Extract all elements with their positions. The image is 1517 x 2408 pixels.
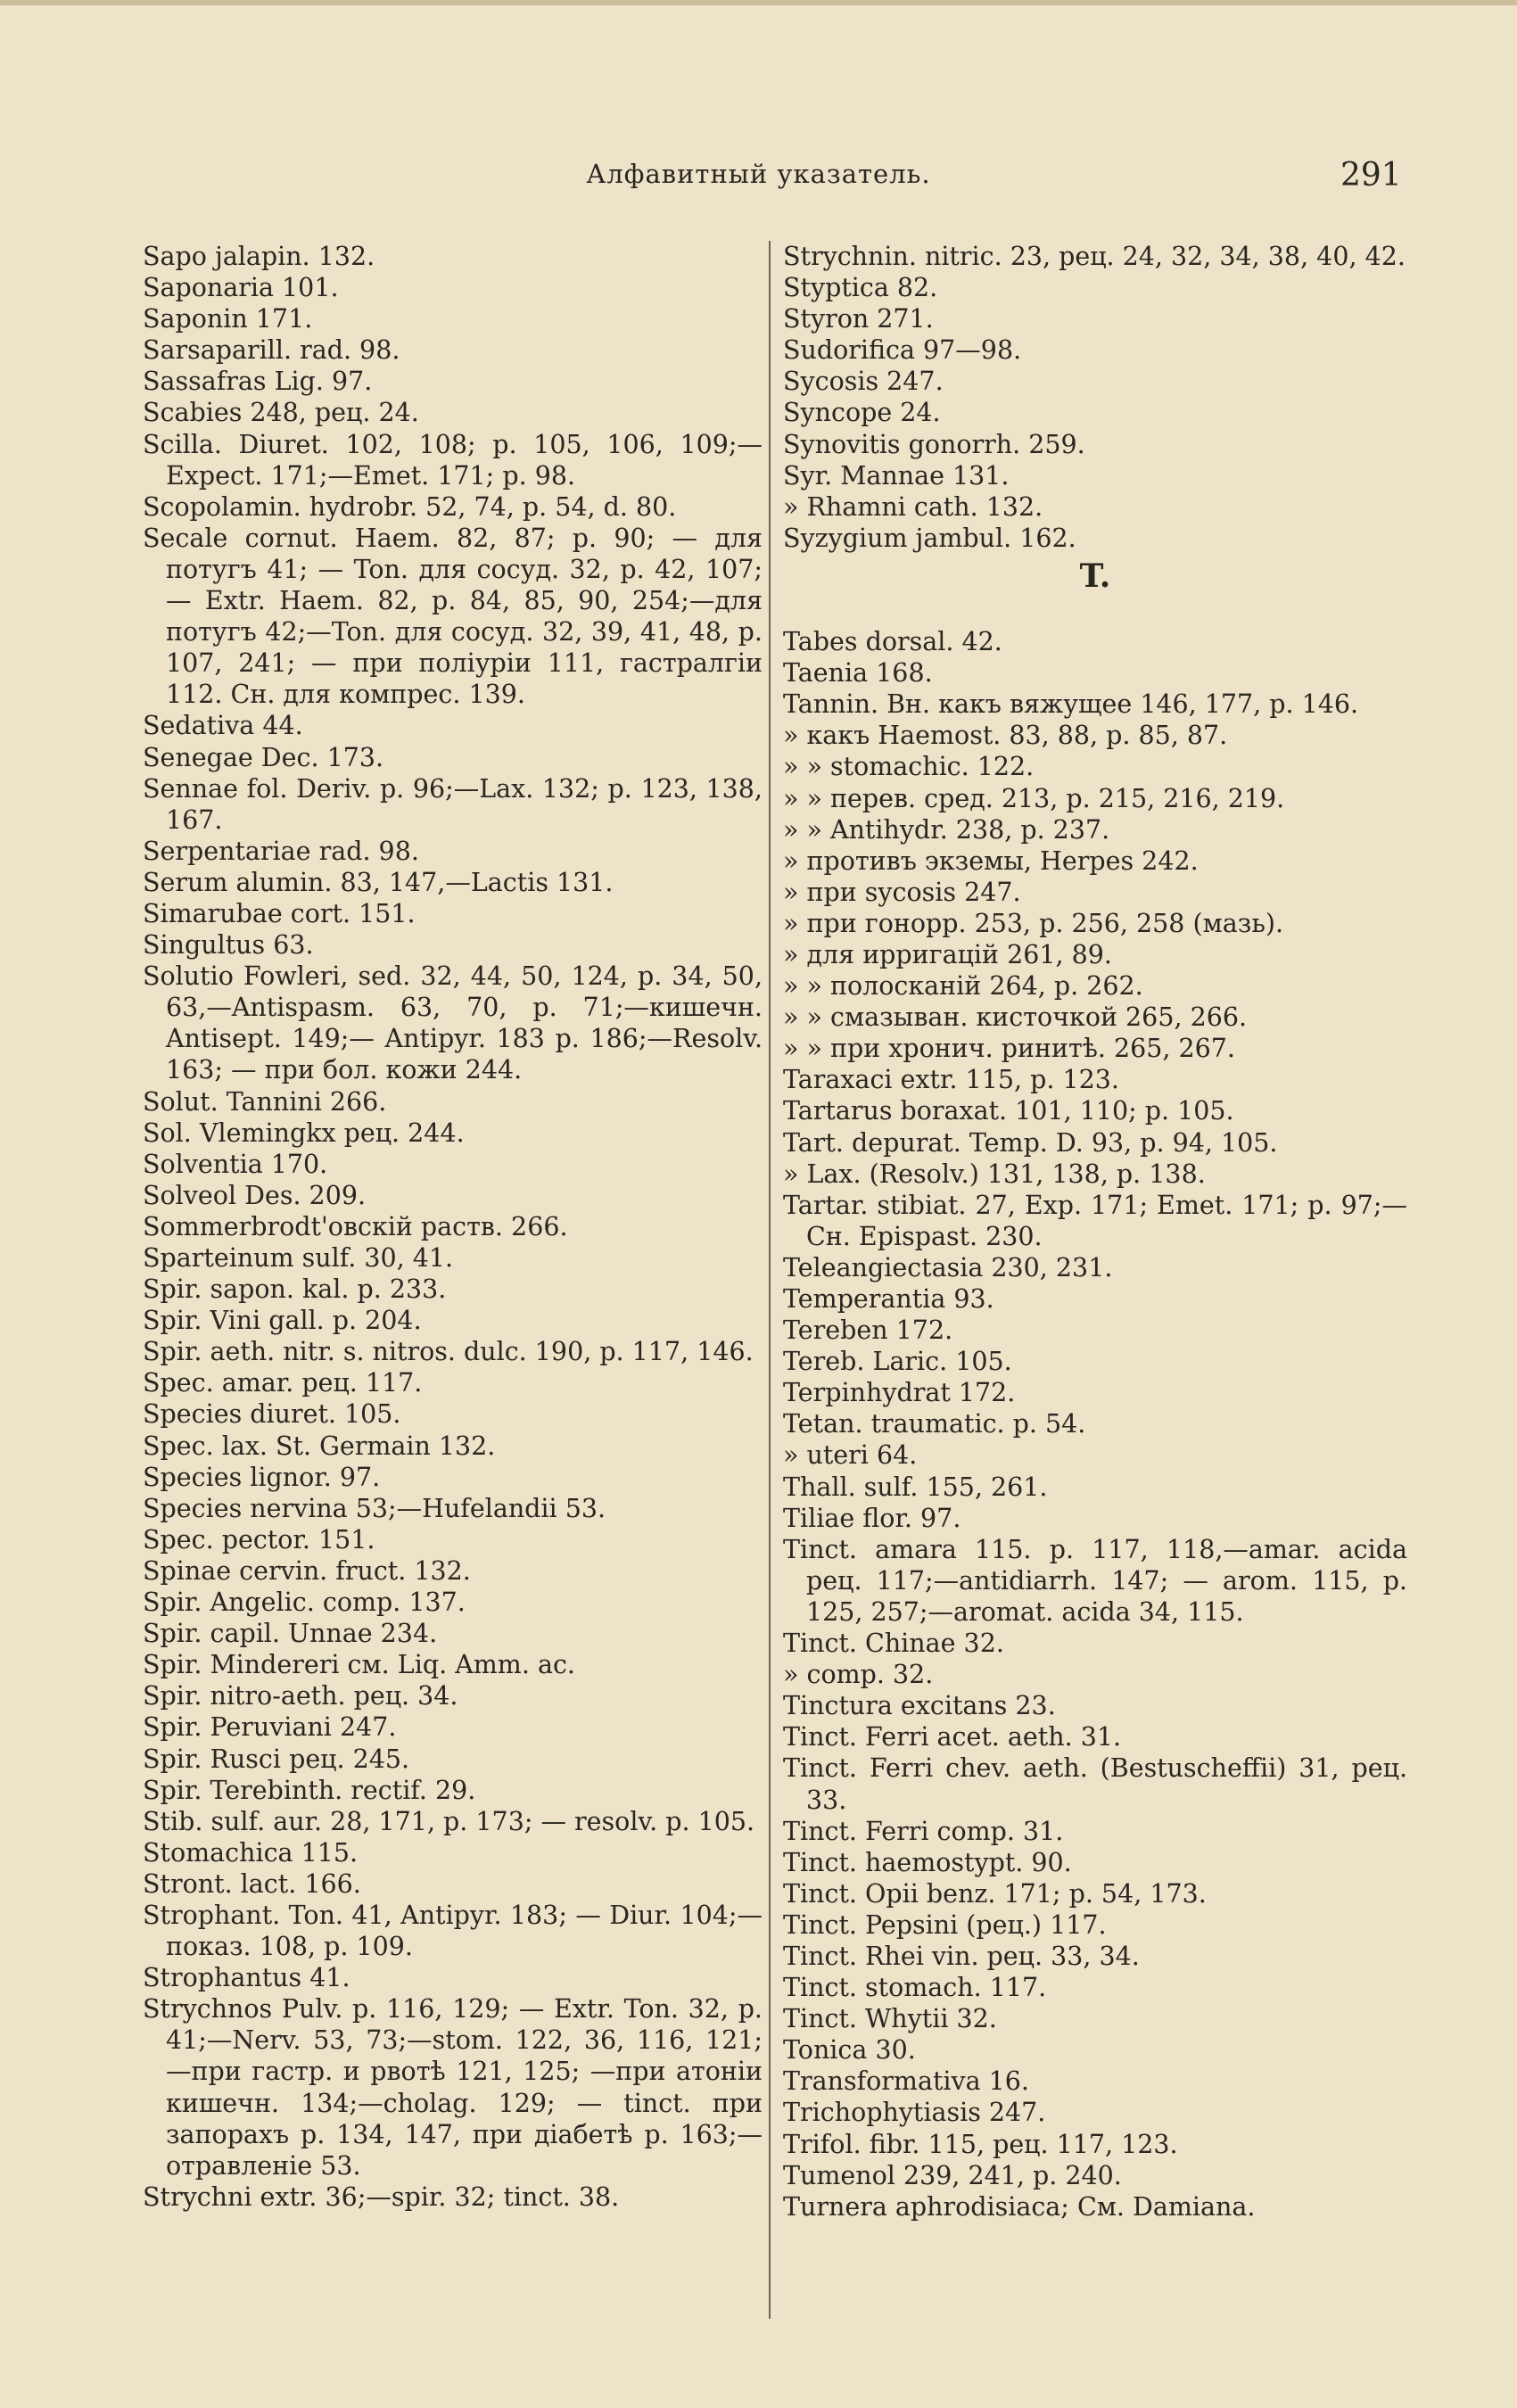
index-entry: Stomachica 115. (143, 1837, 359, 1868)
index-entry: Sudorifica 97—98. (783, 335, 1022, 366)
index-entry: Spir. sapon. kal. p. 233. (143, 1274, 447, 1305)
index-entry: Tinct. Opii benz. 171; p. 54, 173. (783, 1878, 1207, 1909)
index-entry: » Lax. (Resolv.) 131, 138, p. 138. (783, 1159, 1206, 1189)
index-entry: Tumenol 239, 241, p. 240. (783, 2160, 1122, 2190)
index-entry: Syncope 24. (783, 398, 941, 428)
index-entry: Scilla. Diuret. 102, 108; p. 105, 106, 109;—Expect. 171;—Emet. 171; p. 98. (143, 429, 763, 491)
index-entry: Trifol. fibr. 115, рец. 117, 123. (783, 2129, 1178, 2159)
index-entry: Transformativa 16. (783, 2066, 1029, 2097)
index-entry: » для ирригацій 261, 89. (783, 939, 1112, 969)
index-entry: Synovitis gonorrh. 259. (783, 429, 1085, 459)
index-entry: Saponin 171. (143, 304, 313, 334)
index-entry: Tiliae flor. 97. (783, 1503, 961, 1533)
index-entry: Turnera aphrodisiaca; См. Damiana. (783, 2191, 1256, 2222)
index-entry: Spec. lax. St. Germain 132. (143, 1431, 496, 1461)
index-entry: Strychnos Pulv. p. 116, 129; — Extr. Ton. 32, p. 41;—Nerv. 53, 73;—stom. 122, 36, 116, 121;—при гастр. и рвотѣ 121, 125; —при атоніи кишечн. 134;—cholag. 129; — tinct. при запорахъ p. 134, 147, при діабетѣ p. 163;—отравленіе 53. (143, 1994, 763, 2181)
index-entry: Sennae fol. Deriv. p. 96;—Lax. 132; p. 123, 138, 167. (143, 773, 763, 835)
index-entry: Spir. Mindereri см. Liq. Amm. ac. (143, 1650, 575, 1680)
index-entry: Strophantus 41. (143, 1963, 350, 1993)
index-entry: Tonica 30. (783, 2035, 916, 2066)
column-divider (769, 241, 771, 2319)
index-entry: Tinct. Rhei vin. рец. 33, 34. (783, 1941, 1140, 1971)
index-entry: Sommerbrodt'овскій раств. 266. (143, 1211, 568, 1241)
index-entry: Tartar. stibiat. 27, Exp. 171; Emet. 171; p. 97;—Сн. Epispast. 230. (783, 1190, 1407, 1251)
index-entry: Teleangiectasia 230, 231. (783, 1252, 1113, 1282)
index-entry: Strychnin. nitric. 23, рец. 24, 32, 34, 38, 40, 42. (783, 242, 1406, 271)
index-entry: Sassafras Lig. 97. (143, 367, 373, 397)
index-entry: Tannin. Вн. какъ вяжущее 146, 177, p. 146. (783, 689, 1359, 720)
index-entry: Syr. Mannae 131. (783, 460, 1010, 491)
top-rule (0, 0, 1517, 5)
index-entry: Tinct. Chinae 32. (783, 1629, 1004, 1659)
index-entry: Solventia 170. (143, 1149, 328, 1179)
index-entry: Scabies 248, рец. 24. (143, 398, 419, 428)
index-entry: Solutio Fowleri, sed. 32, 44, 50, 124, p. 34, 50, 63,—Antispasm. 63, 70, p. 71;—кишечн. Antisept. 149;— Antipyr. 183 p. 186;—Resolv. 163; — при бол. кожи 244. (143, 961, 763, 1085)
index-entry: Thall. sulf. 155, 261. (783, 1472, 1048, 1502)
index-entry: Syzygium jambul. 162. (783, 523, 1076, 553)
index-entry: » противъ экземы, Herpes 242. (783, 845, 1199, 876)
index-entry: Sarsaparill. rad. 98. (143, 335, 400, 366)
index-entry: Tinct. Pepsini (рец.) 117. (783, 1909, 1107, 1940)
index-entry: Stib. sulf. aur. 28, 171, p. 173; — resolv. p. 105. (143, 1806, 755, 1836)
index-entry: » uteri 64. (783, 1440, 918, 1471)
index-entry: Spir. nitro-aeth. рец. 34. (143, 1681, 458, 1711)
index-entry: » » при хронич. ринитѣ. 265, 267. (783, 1034, 1235, 1064)
index-entry: Tetan. traumatic. p. 54. (783, 1409, 1086, 1439)
index-entry: Spir. Peruviani 247. (143, 1712, 397, 1743)
index-entry: Tinct. Whytii 32. (783, 2004, 997, 2034)
index-entry: Sedativa 44. (143, 711, 303, 741)
index-entry: Tinctura excitans 23. (783, 1691, 1056, 1721)
index-entry: Tinct. amara 115. p. 117, 118,—amar. acida рец. 117;—antidiarrh. 147; — arom. 115, p. 125, 257;—aromat. acida 34, 115. (783, 1534, 1407, 1627)
index-entry: Spir. capil. Unnae 234. (143, 1619, 438, 1649)
index-entry: Spir. Rusci рец. 245. (143, 1744, 410, 1774)
index-entry: Sparteinum sulf. 30, 41. (143, 1243, 454, 1273)
index-entry: Serpentariae rad. 98. (143, 836, 419, 866)
index-entry: Tinct. Ferri comp. 31. (783, 1816, 1064, 1846)
index-entry: Spec. amar. рец. 117. (143, 1368, 423, 1398)
index-entry: » » Antihydr. 238, p. 237. (783, 814, 1110, 845)
index-entry: Taraxaci extr. 115, p. 123. (783, 1065, 1119, 1095)
index-entry: Sapo jalapin. 132. (143, 242, 375, 271)
running-header: Алфавитный указатель. (586, 159, 931, 189)
index-entry: Saponaria 101. (143, 273, 339, 303)
index-entry: Serum alumin. 83, 147,—Lactis 131. (143, 867, 614, 897)
index-entry: Spir. Vini gall. p. 204. (143, 1306, 422, 1336)
index-entry: Strophant. Ton. 41, Antipyr. 183; — Diur. 104;—показ. 108, p. 109. (143, 1900, 763, 1962)
index-entry: Secale cornut. Haem. 82, 87; p. 90; — для потугъ 41; — Ton. для сосуд. 32, p. 42, 107; — Extr. Haem. 82, p. 84, 85, 90, 254;—для потугъ 42;—Ton. для сосуд. 32, 39, 41, 48, p. 107, 241; — при поліуріи 111, гастралгіи 112. Сн. для компрес. 139. (143, 523, 763, 710)
index-entry: Tereben 172. (783, 1315, 953, 1346)
index-entry: Species lignor. 97. (143, 1462, 381, 1492)
index-entry: Spec. pector. 151. (143, 1524, 375, 1554)
index-entry: » » полосканій 264, p. 262. (783, 971, 1143, 1002)
index-entry: Strychni extr. 36;—spir. 32; tinct. 38. (143, 2181, 620, 2212)
index-entry: Terpinhydrat 172. (783, 1378, 1016, 1408)
index-entry: Trichophytiasis 247. (783, 2098, 1046, 2128)
index-entry: Spir. aeth. nitr. s. nitros. dulc. 190, p. 117, 146. (143, 1337, 754, 1367)
index-entry: Spir. Angelic. comp. 137. (143, 1587, 466, 1618)
index-entry: Senegae Dec. 173. (143, 742, 384, 772)
page-number: 291 (1340, 157, 1402, 194)
index-entry: Temperantia 93. (783, 1284, 994, 1314)
index-entry: » Rhamni cath. 132. (783, 491, 1043, 522)
index-entry: Tabes dorsal. 42. (783, 627, 1002, 657)
index-entry: Species nervina 53;—Hufelandii 53. (143, 1493, 606, 1523)
index-entry: Species diuret. 105. (143, 1399, 401, 1430)
section-letter: T. (1079, 557, 1111, 595)
index-entry: Styptica 82. (783, 273, 938, 303)
index-entry: » при гонорр. 253, p. 256, 258 (мазь). (783, 908, 1284, 938)
index-entry: Tinct. stomach. 117. (783, 1973, 1047, 2003)
index-entry: » » перев. сред. 213, p. 215, 216, 219. (783, 783, 1285, 813)
left-column (143, 241, 763, 2213)
index-entry: Styron 271. (783, 304, 934, 334)
index-entry: Spir. Terebinth. rectif. 29. (143, 1775, 476, 1805)
right-column-bottom (783, 626, 1407, 2222)
right-column (783, 241, 1407, 2222)
index-entry: Taenia 168. (783, 658, 933, 689)
index-entry: Tereb. Laric. 105. (783, 1347, 1012, 1377)
index-entry: » » смазыван. кисточкой 265, 266. (783, 1002, 1248, 1033)
index-entry: » comp. 32. (783, 1660, 934, 1690)
index-entry: » при sycosis 247. (783, 877, 1021, 907)
index-entry: Solveol Des. 209. (143, 1180, 367, 1210)
index-entry: Tart. depurat. Temp. D. 93, p. 94, 105. (783, 1127, 1278, 1158)
index-entry: » » stomachic. 122. (783, 752, 1035, 782)
index-entry: Stront. lact. 166. (143, 1868, 361, 1899)
index-entry: Tinct. Ferri chev. aeth. (Bestuscheffii) 31, рец. 33. (783, 1753, 1407, 1815)
index-entry: Solut. Tannini 266. (143, 1086, 387, 1117)
index-entry: Scopolamin. hydrobr. 52, 74, p. 54, d. 80. (143, 491, 677, 522)
index-entry: Simarubae cort. 151. (143, 898, 416, 928)
index-entry: Sycosis 247. (783, 367, 944, 397)
index-entry: Tinct. haemostypt. 90. (783, 1847, 1072, 1877)
index-entry: » какъ Haemost. 83, 88, p. 85, 87. (783, 721, 1228, 751)
right-column-top (783, 241, 1407, 554)
index-entry: Spinae cervin. fruct. 132. (143, 1555, 471, 1586)
index-entry: Tinct. Ferri acet. aeth. 31. (783, 1722, 1122, 1752)
index-entry: Singultus 63. (143, 930, 314, 961)
index-entry: Sol. Vlemingkx рец. 244. (143, 1117, 465, 1148)
index-entry: Tartarus boraxat. 101, 110; p. 105. (783, 1096, 1234, 1126)
